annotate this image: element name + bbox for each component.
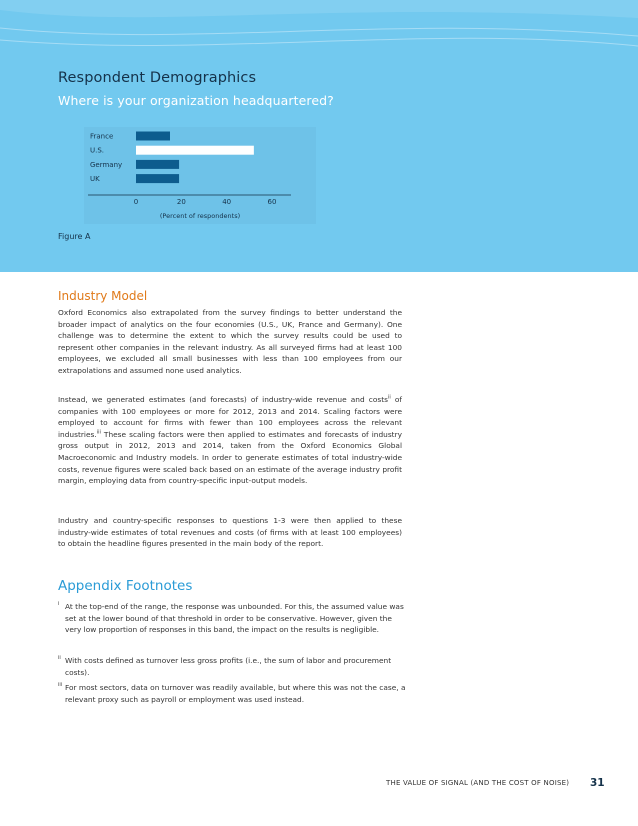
bar-uk bbox=[136, 174, 179, 183]
bar-germany bbox=[136, 160, 179, 169]
industry-model-heading: Industry Model bbox=[58, 289, 148, 303]
category-label: U.S. bbox=[90, 146, 105, 155]
paragraph-1: Oxford Economics also extrapolated from the survey findings to better understand the broader impact of analytics on the four economies (U.S., UK, France and Germany). One challenge was to determine the extent to which the survey results could be used to represent other companies in the relevant industry. As all surveyed firms had at least 100 employees, we excluded all small businesses with less than 100 employees from our extrapolations and assumed none used analytics. bbox=[58, 308, 402, 375]
footnote-ref-ii: ii bbox=[387, 394, 391, 401]
footnote-number: iii bbox=[58, 682, 63, 688]
footnote-item bbox=[58, 682, 408, 705]
category-label: UK bbox=[90, 175, 100, 184]
x-tick-label: 40 bbox=[222, 198, 232, 206]
footnote-item bbox=[58, 601, 408, 636]
footer-title: THE VALUE OF SIGNAL (AND THE COST OF NOISE) bbox=[386, 779, 570, 787]
footnote-number: ii bbox=[58, 655, 61, 661]
x-tick-label: 0 bbox=[133, 198, 139, 206]
paragraph-2 bbox=[58, 394, 402, 487]
bar-us bbox=[136, 146, 254, 155]
paragraph-2-part-c: These scaling factors were then applied to estimates and forecasts of industry gross output in 2012, 2013 and 2014, taken from the Oxford Economics Global Macroeconomic and Industry models. In order to generate estimates of total industry-wide costs, revenue figures were scaled back based on an estimate of the average industry profit margin, employing data from country-specific input-output models. bbox=[58, 429, 402, 486]
appendix-heading: Appendix Footnotes bbox=[58, 578, 193, 594]
x-axis-title: (Percent of respondents) bbox=[159, 212, 241, 220]
footnote-text: At the top-end of the range, the response was unbounded. For this, the assumed value was set at the lower bound of that threshold in order to be conservative. However, given the very low proportion of responses in this band, the impact on the results is negligible. bbox=[65, 602, 404, 635]
category-label: France bbox=[90, 132, 114, 141]
chart-area bbox=[84, 127, 316, 224]
figure-label: Figure A bbox=[58, 232, 91, 241]
x-tick-label: 20 bbox=[176, 198, 186, 206]
page-footer bbox=[0, 777, 638, 791]
panel-subtitle: Where is your organization headquartered? bbox=[58, 93, 334, 108]
footnote-text: For most sectors, data on turnover was readily available, but where this was not the case, a relevant proxy such as payroll or employment was used instead. bbox=[65, 683, 406, 704]
footnote-number: i bbox=[58, 601, 60, 607]
category-label: Germany bbox=[90, 160, 123, 169]
footnote-item bbox=[58, 655, 408, 678]
bar-chart bbox=[84, 127, 316, 224]
paragraph-2-part-b: of companies with 100 employees or more for 2012, 2013 and 2014. Scaling factors were employed to account for firms with fewer than 100 employees across the relevant industries. bbox=[58, 395, 402, 439]
footnote-ref-iii: iii bbox=[96, 429, 101, 436]
paragraph-2-part-a: Instead, we generated estimates (and forecasts) of industry-wide revenue and costs bbox=[58, 395, 388, 404]
bar-france bbox=[136, 132, 170, 141]
footnote-text: With costs defined as turnover less gross profits (i.e., the sum of labor and procurement costs). bbox=[65, 656, 392, 677]
paragraph-3: Industry and country-specific responses to questions 1-3 were then applied to these industry-wide estimates of total revenues and costs (of firms with at least 100 employees) to obtain the headline figures presented in the main body of the report. bbox=[58, 516, 402, 549]
panel-title: Respondent Demographics bbox=[58, 70, 257, 86]
x-tick-label: 60 bbox=[267, 198, 277, 206]
demographics-panel bbox=[0, 0, 638, 272]
decorative-wave bbox=[0, 0, 638, 60]
page-number: 31 bbox=[590, 777, 605, 789]
